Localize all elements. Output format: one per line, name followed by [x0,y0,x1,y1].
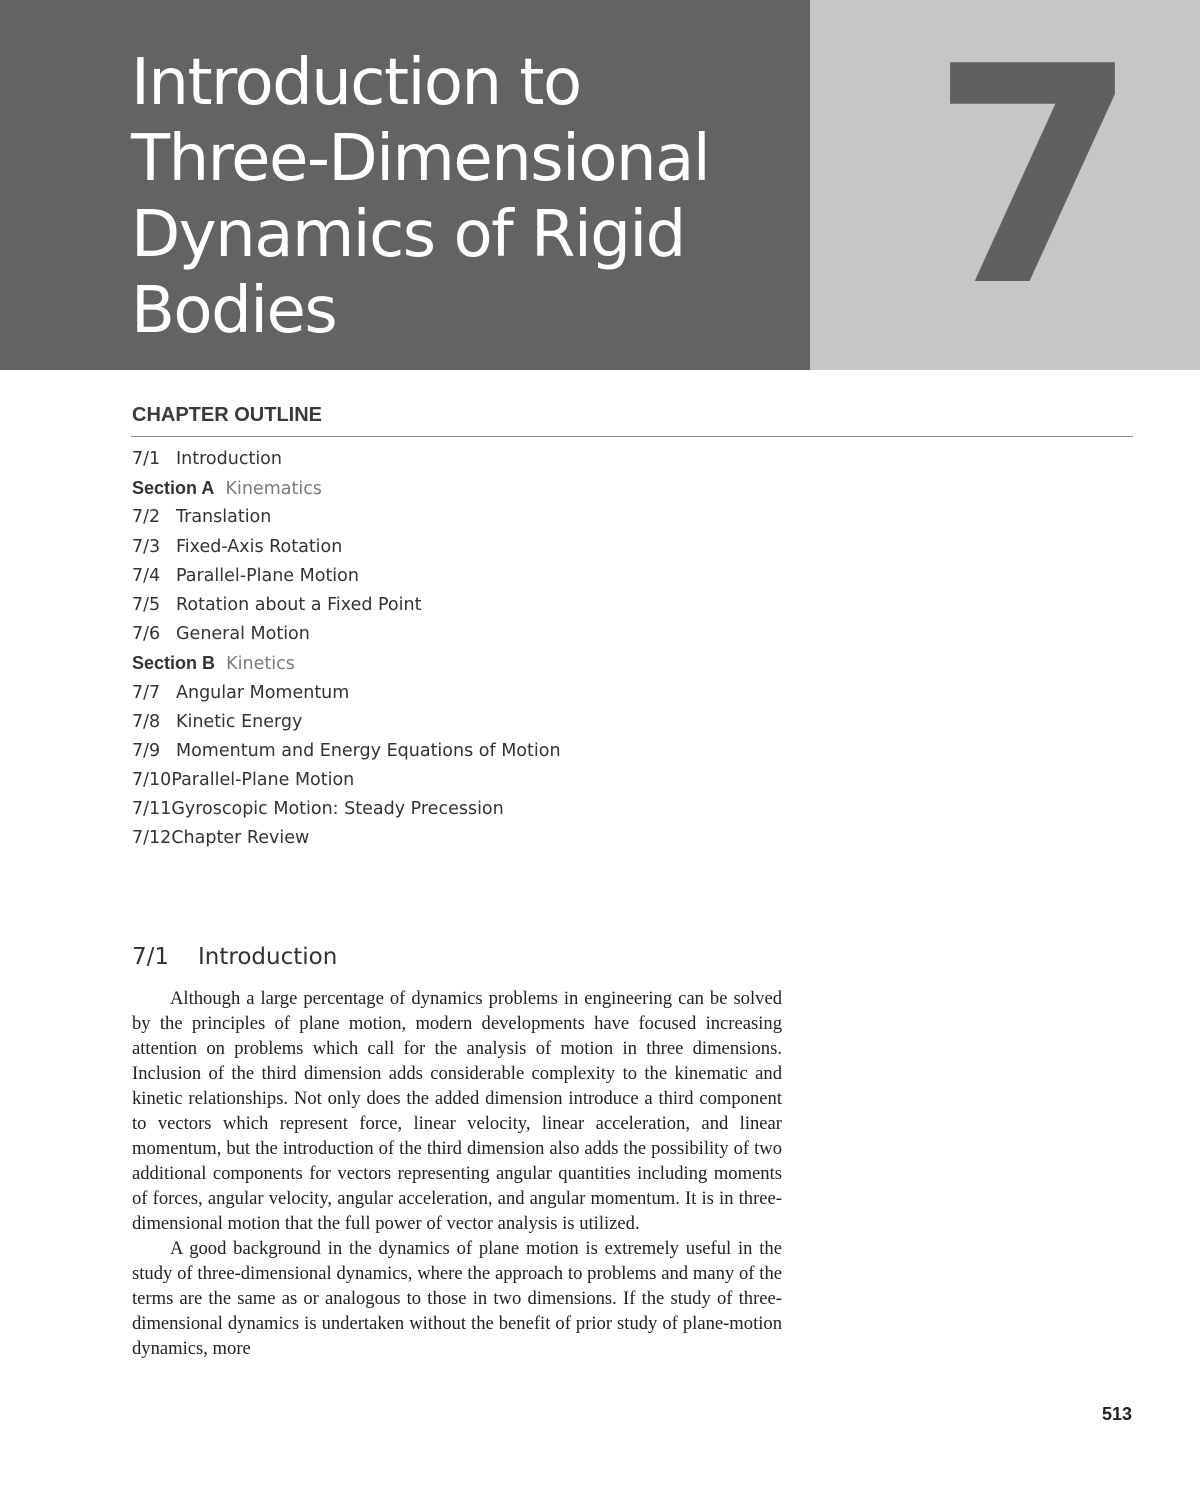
outline-divider [131,436,1133,437]
outline-item-number: 7/5 [132,594,161,615]
outline-section-title: Kinetics [226,654,295,675]
outline-item [132,824,561,853]
outline-item [132,620,561,649]
outline-item [132,445,561,474]
outline-item-title: Gyroscopic Motion: Steady Precession [171,799,504,820]
chapter-number: 7 [930,3,1139,352]
outline-item-title: Fixed-Axis Rotation [176,536,343,557]
outline-item [132,679,561,708]
section-heading [132,944,337,970]
body-paragraph: Although a large percentage of dynamics problems in engineering can be solved by the principles of plane motion, modern developments have focused increasing attention on problems which call for the analysis of motion in three dimensions. Inclusion of the third dimension adds considerable complexity to the kinematic and kinetic relationships. Not only does the added dimension introduce a third component to vectors which represent force, linear velocity, linear acceleration, and linear momentum, but the introduction of the third dimension also adds the possibility of two additional components for vectors representing angular quantities including moments of forces, angular velocity, angular acceleration, and angular momentum. It is in three-dimensional motion that the full power of vector analysis is utilized. [132,988,782,1234]
outline-item-title: Angular Momentum [176,682,350,703]
chapter-outline-list [132,445,561,854]
outline-item-title: Parallel-Plane Motion [176,565,359,586]
outline-item [132,766,561,795]
outline-item [132,591,561,620]
outline-item-title: General Motion [176,624,310,645]
outline-item-number: 7/4 [132,565,161,586]
outline-item [132,503,561,532]
outline-item [132,795,561,824]
outline-item-title: Kinetic Energy [176,711,303,732]
outline-item-title: Translation [176,507,272,528]
outline-item-title: Rotation about a Fixed Point [176,594,422,615]
outline-item-number: 7/7 [132,682,161,703]
page-number: 513 [1101,1404,1132,1424]
section-number: 7/1 [132,944,170,970]
outline-item [132,562,561,591]
chapter-title [131,45,801,349]
outline-item-title: Chapter Review [171,828,310,849]
outline-item [132,533,561,562]
outline-item-number: 7/1 [132,449,161,469]
outline-item-number: 7/6 [132,624,161,645]
outline-section-item [132,649,561,678]
section-title: Introduction [198,944,338,970]
chapter-outline-heading: CHAPTER OUTLINE [132,404,322,426]
outline-item-title: Introduction [176,449,282,469]
chapter-title-line: Three-Dimensional [131,122,710,196]
outline-section-label: Section A [132,478,215,499]
outline-item-number: 7/8 [132,711,161,732]
outline-section-item [132,474,561,503]
outline-item-number: 7/2 [132,507,161,528]
outline-item [132,737,561,766]
outline-item-number: 7/9 [132,740,161,761]
outline-section-label: Section B [132,653,216,674]
outline-item-number: 7/11 [132,799,172,820]
chapter-title-line: Bodies [131,274,337,348]
outline-item [132,708,561,737]
outline-item-number: 7/3 [132,536,161,557]
body-paragraph: A good background in the dynamics of plane motion is extremely useful in the study of three-dimensional dynamics, where the approach to problems and many of the terms are the same as or analogous to those in two dimensions. If the study of three-dimensional dynamics is undertaken without the benefit of prior study of plane-motion dynamics, more [132,1238,782,1359]
chapter-title-line: Dynamics of Rigid [131,198,685,272]
outline-section-title: Kinematics [225,479,322,500]
outline-item-title: Parallel-Plane Motion [171,770,355,791]
chapter-title-line: Introduction to [131,46,581,120]
section-body [132,986,782,1361]
outline-item-number: 7/10 [132,770,172,791]
outline-item-title: Momentum and Energy Equations of Motion [176,740,561,761]
outline-item-number: 7/12 [132,828,172,849]
